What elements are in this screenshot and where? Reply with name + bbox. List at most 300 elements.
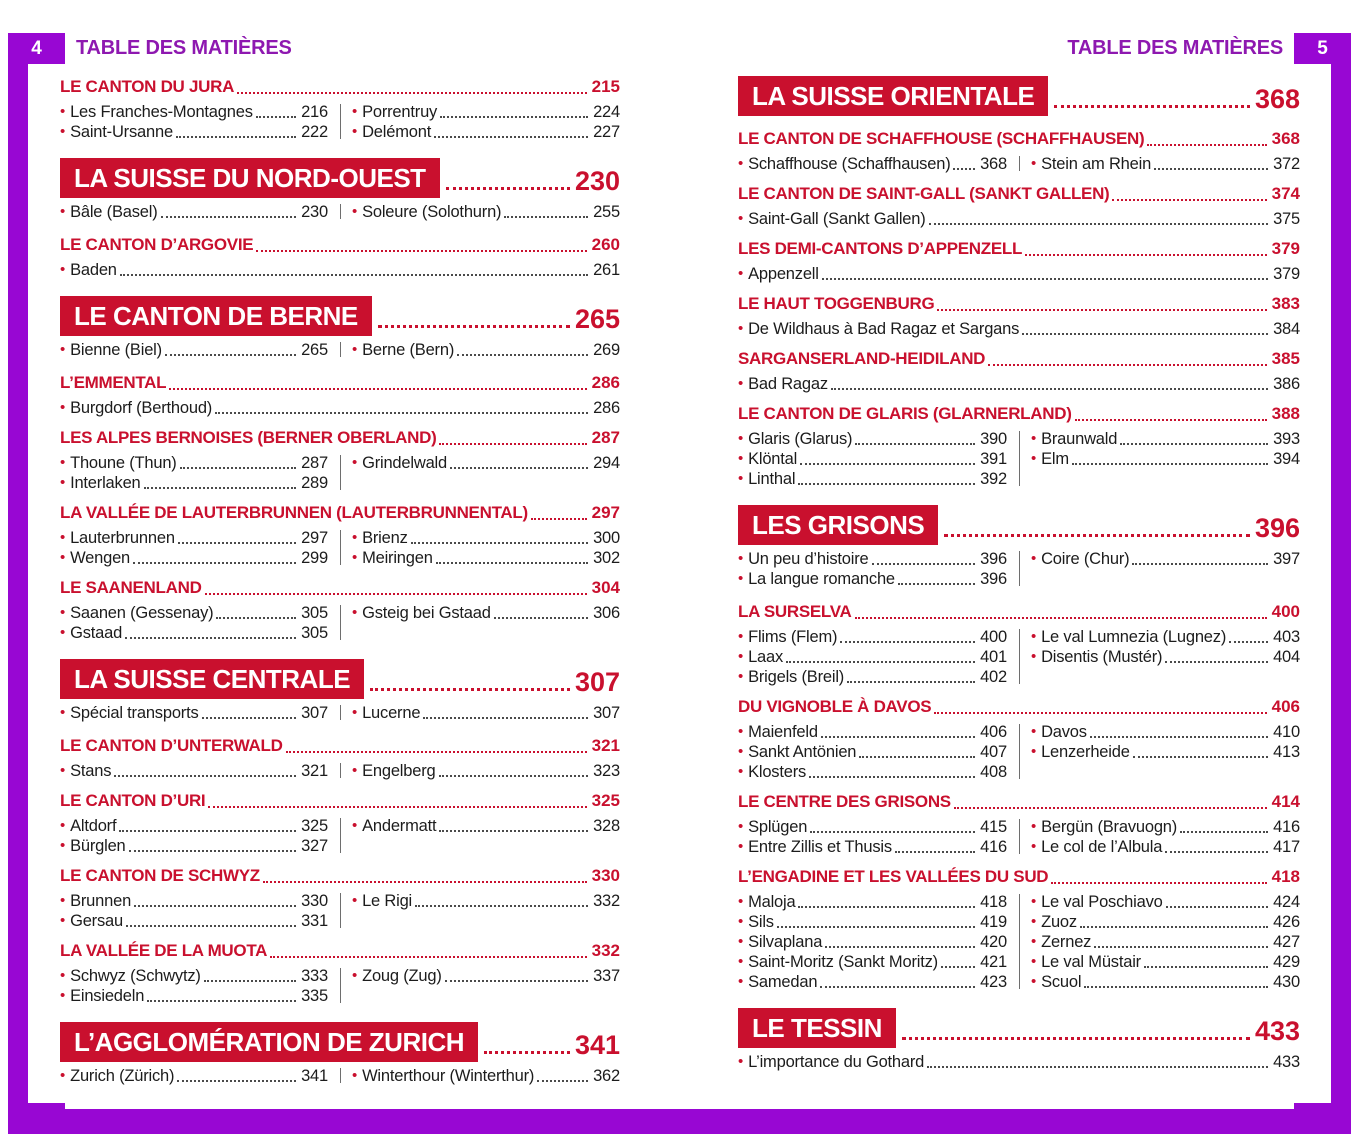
section-title: LE CANTON DU JURA [60,77,235,96]
entry-column [352,891,620,931]
entry-bullet-icon: • [1031,953,1037,970]
entry-title: Flims (Flem) [748,628,838,646]
section-page-number: 385 [1271,349,1300,368]
section-page-number: 418 [1271,867,1300,886]
dot-leader [929,223,1269,225]
section-header-row [60,502,620,524]
entry-column [60,703,328,723]
entry-title: Le val Lumnezia (Lugnez) [1041,628,1227,646]
section-entries [60,453,620,493]
section-entries [738,209,1300,229]
entry-column [60,891,328,931]
toc-section [60,76,620,142]
toc-entry [352,122,620,142]
toc-section [60,790,620,856]
dot-leader [176,136,296,138]
entry-page-number: 297 [301,529,328,547]
section-title: LE TESSIN [752,1012,882,1043]
toc-section [738,76,1300,116]
section-title: LE SAANENLAND [60,578,202,597]
entry-bullet-icon: • [60,203,66,220]
entry-title: Stein am Rhein [1041,155,1152,173]
entry-title: Braunwald [1041,430,1118,448]
section-title: LES ALPES BERNOISES (BERNER OBERLAND) [60,428,437,447]
section-header-row [738,601,1300,623]
entry-title: Le val Poschiavo [1041,893,1163,911]
section-header-row [738,293,1300,315]
dot-leader [237,92,587,94]
entry-page-number: 416 [980,838,1007,856]
entry-bullet-icon: • [1031,430,1037,447]
section-page-number: 230 [574,166,620,196]
toc-section [60,427,620,493]
entry-title: Klöntal [748,450,798,468]
toc-entry [60,398,620,418]
entry-bullet-icon: • [60,912,66,929]
entry-page-number: 400 [980,628,1007,646]
entry-column [60,453,328,493]
toc-section [60,735,620,781]
dot-leader [161,216,297,218]
entry-bullet-icon: • [738,265,744,282]
dot-leader [445,980,588,982]
entry-title: Bâle (Basel) [70,203,158,221]
toc-entry [1031,837,1300,857]
entry-bullet-icon: • [1031,723,1037,740]
section-title: LES DEMI-CANTONS D’APPENZELL [738,239,1023,258]
column-divider [340,204,341,219]
entry-bullet-icon: • [1031,933,1037,950]
toc-entry [352,528,620,548]
section-page-number: 287 [591,428,620,447]
left-page-toc [60,76,620,1098]
section-title: LE CANTON DE BERNE [74,300,358,331]
entry-title: Stans [70,762,112,780]
entry-title: Winterthour (Winterthur) [362,1067,535,1085]
entry-column [352,1066,620,1086]
section-header-row [738,348,1300,370]
toc-section [738,403,1300,489]
dot-leader [411,542,588,544]
dot-leader [439,830,588,832]
dot-leader [825,946,975,948]
section-header-row [60,372,620,394]
section-header-row [738,238,1300,260]
toc-entry [60,703,328,723]
entry-title: Thoune (Thun) [70,454,177,472]
entry-page-number: 255 [593,203,620,221]
entry-bullet-icon: • [60,624,66,641]
entry-column [1031,154,1300,174]
section-page-number: 414 [1271,792,1300,811]
entry-page-number: 403 [1273,628,1300,646]
dot-leader [840,641,975,643]
toc-section [60,158,620,222]
section-page-number: 286 [591,373,620,392]
toc-entry [60,1066,328,1086]
section-entries [60,528,620,568]
entry-title: Gsteig bei Gstaad [362,604,491,622]
dot-leader [126,925,296,927]
entry-title: Gersau [70,912,123,930]
entry-page-number: 415 [980,818,1007,836]
entry-column [1031,429,1300,489]
entry-title: De Wildhaus à Bad Ragaz et Sargans [748,320,1020,338]
dot-leader [944,534,1250,537]
entry-title: Berne (Bern) [362,341,455,359]
entry-title: Samedan [748,973,818,991]
section-page-number: 388 [1271,404,1300,423]
entry-column [738,817,1007,857]
toc-entry [60,202,328,222]
entry-bullet-icon: • [352,967,358,984]
entry-column [1031,817,1300,857]
entry-column [738,549,1007,589]
section-page-number: 341 [574,1030,620,1060]
entry-page-number: 321 [301,762,328,780]
entry-column [738,722,1007,782]
entry-title: Andermatt [362,817,437,835]
toc-entry [738,647,1007,667]
toc-entry [738,154,1007,174]
toc-entry [60,986,328,1006]
entry-title: Lauterbrunnen [70,529,175,547]
section-header-row [60,76,620,98]
entry-page-number: 337 [593,967,620,985]
entry-bullet-icon: • [352,529,358,546]
entry-bullet-icon: • [1031,628,1037,645]
column-divider [340,1068,341,1083]
dot-leader [941,966,975,968]
entry-bullet-icon: • [60,892,66,909]
entry-bullet-icon: • [738,550,744,567]
section-header-row [738,1008,1300,1048]
toc-entry [738,667,1007,687]
dot-leader [423,717,588,719]
entry-bullet-icon: • [1031,648,1037,665]
entry-bullet-icon: • [738,648,744,665]
entry-column [60,102,328,142]
section-entries [738,627,1300,687]
entry-bullet-icon: • [1031,743,1037,760]
entry-bullet-icon: • [60,987,66,1004]
section-header-row [60,158,620,198]
entry-bullet-icon: • [738,628,744,645]
entry-title: Einsiedeln [70,987,145,1005]
entry-page-number: 222 [301,123,328,141]
toc-section [738,238,1300,284]
entry-bullet-icon: • [60,704,66,721]
section-title: L’AGGLOMÉRATION DE ZURICH [74,1026,465,1057]
dot-leader [440,116,588,118]
entry-page-number: 391 [980,450,1007,468]
section-title: L’EMMENTAL [60,373,167,392]
column-divider [1019,894,1020,989]
section-page-number: 396 [1254,513,1300,543]
toc-section [738,866,1300,992]
entry-bullet-icon: • [352,549,358,566]
dot-leader [177,1080,296,1082]
section-entries [738,429,1300,489]
dot-leader [1022,333,1268,335]
entry-column [60,966,328,1006]
entry-page-number: 323 [593,762,620,780]
entry-title: Zurich (Zürich) [70,1067,175,1085]
right-page-number-badge [1294,33,1351,64]
entry-bullet-icon: • [352,892,358,909]
entry-bullet-icon: • [738,913,744,930]
toc-entry [60,122,328,142]
dot-leader [434,136,588,138]
column-divider [340,968,341,1003]
entry-page-number: 393 [1273,430,1300,448]
dot-leader [1120,443,1268,445]
dot-leader [147,1000,296,1002]
entry-title: Splügen [748,818,808,836]
dot-leader [820,986,975,988]
toc-entry [738,817,1007,837]
entry-bullet-icon: • [60,967,66,984]
entry-title: Davos [1041,723,1087,741]
section-entries [60,761,620,781]
entry-page-number: 384 [1273,320,1300,338]
entry-column [352,202,620,222]
entry-bullet-icon: • [738,450,744,467]
entry-bullet-icon: • [60,474,66,491]
column-divider [1019,724,1020,779]
section-title: LE CANTON DE SCHWYZ [60,866,260,885]
dot-leader [1229,641,1268,643]
entry-title: Coire (Chur) [1041,550,1130,568]
dot-leader [872,563,976,565]
entry-title: Lucerne [362,704,421,722]
entry-page-number: 394 [1273,450,1300,468]
section-title: LES GRISONS [752,509,925,540]
entry-column [60,340,328,360]
dot-leader [1025,254,1267,256]
entry-bullet-icon: • [60,123,66,140]
entry-title: Burgdorf (Berthoud) [70,399,213,417]
dot-leader [798,483,975,485]
entry-title: Brunnen [70,892,132,910]
entry-bullet-icon: • [738,668,744,685]
dot-leader [165,354,296,356]
section-entries [60,202,620,222]
entry-page-number: 379 [1273,265,1300,283]
entry-page-number: 423 [980,973,1007,991]
entry-page-number: 261 [593,261,620,279]
toc-entry [60,623,328,643]
toc-entry [1031,952,1300,972]
entry-title: Brigels (Breil) [748,668,845,686]
entry-page-number: 406 [980,723,1007,741]
entry-bullet-icon: • [738,838,744,855]
entry-page-number: 421 [980,953,1007,971]
entry-page-number: 328 [593,817,620,835]
dot-leader [1072,463,1268,465]
entry-title: Sankt Antönien [748,743,857,761]
toc-entry [1031,817,1300,837]
entry-bullet-icon: • [60,529,66,546]
section-entries [60,1066,620,1086]
entry-page-number: 294 [593,454,620,472]
entry-page-number: 300 [593,529,620,547]
toc-section [738,128,1300,174]
toc-entry [1031,549,1300,569]
entry-page-number: 401 [980,648,1007,666]
section-entries [738,154,1300,174]
section-page-number: 374 [1271,184,1300,203]
entry-page-number: 331 [301,912,328,930]
column-divider [340,104,341,139]
toc-entry [60,340,328,360]
entry-page-number: 427 [1273,933,1300,951]
toc-entry [738,742,1007,762]
toc-entry [1031,627,1300,647]
entry-bullet-icon: • [352,123,358,140]
section-title: L’ENGADINE ET LES VALLÉES DU SUD [738,867,1049,886]
entry-title: Un peu d’histoire [748,550,869,568]
entry-page-number: 325 [301,817,328,835]
section-title: LE HAUT TOGGENBURG [738,294,935,313]
toc-section [60,577,620,643]
column-divider [340,705,341,720]
dot-leader [1165,851,1268,853]
entry-title: Spécial transports [70,704,199,722]
entry-page-number: 227 [593,123,620,141]
entry-title: Altdorf [70,817,117,835]
entry-bullet-icon: • [738,933,744,950]
dot-leader [1133,756,1268,758]
entry-title: Engelberg [362,762,436,780]
dot-leader [256,250,586,252]
entry-bullet-icon: • [352,762,358,779]
toc-entry [738,892,1007,912]
entry-bullet-icon: • [738,818,744,835]
entry-title: Schwyz (Schwytz) [70,967,201,985]
dot-leader [286,751,587,753]
dot-leader [494,617,588,619]
entry-title: Maienfeld [748,723,818,741]
entry-column [352,528,620,568]
entry-page-number: 372 [1273,155,1300,173]
entry-bullet-icon: • [60,549,66,566]
dot-leader [822,278,1268,280]
dot-leader [988,364,1266,366]
section-entries [738,374,1300,394]
section-header-row [738,505,1300,545]
dot-leader [809,776,975,778]
dot-leader [134,905,296,907]
section-page-number: 321 [591,736,620,755]
entry-title: Silvaplana [748,933,823,951]
toc-entry [60,761,328,781]
toc-entry [1031,742,1300,762]
dot-leader [436,562,588,564]
section-entries [738,264,1300,284]
entry-page-number: 419 [980,913,1007,931]
section-title: LE CANTON DE SAINT-GALL (SANKT GALLEN) [738,184,1110,203]
section-banner [738,505,938,545]
toc-section [60,940,620,1006]
entry-page-number: 332 [593,892,620,910]
entry-column [352,603,620,643]
toc-entry [738,569,1007,589]
section-header-row [60,659,620,699]
toc-entry [352,453,620,473]
dot-leader [205,593,587,595]
entry-bullet-icon: • [738,430,744,447]
dot-leader [178,542,296,544]
section-header-row [60,790,620,812]
entry-title: Lenzerheide [1041,743,1130,761]
dot-leader [855,443,975,445]
dot-leader [847,681,975,683]
toc-entry [1031,972,1300,992]
dot-leader [859,756,975,758]
dot-leader [1094,946,1268,948]
dot-leader [902,1037,1250,1040]
entry-bullet-icon: • [738,723,744,740]
entry-bullet-icon: • [352,341,358,358]
toc-entry [738,762,1007,782]
section-page-number: 325 [591,791,620,810]
section-entries [738,319,1300,339]
dot-leader [215,412,588,414]
section-page-number: 297 [591,503,620,522]
section-page-number: 260 [591,235,620,254]
section-title: LE CANTON D’ARGOVIE [60,235,254,254]
toc-entry [1031,429,1300,449]
section-entries [60,966,620,1006]
section-page-number: 330 [591,866,620,885]
entry-column [352,703,620,723]
section-title: LA VALLÉE DE LA MUOTA [60,941,268,960]
dot-leader [953,168,975,170]
section-title: LA SUISSE DU NORD-OUEST [74,162,426,193]
entry-title: Schaffhouse (Schaffhausen) [748,155,951,173]
column-divider [340,455,341,490]
section-banner [60,659,364,699]
section-title: LE CANTON D’URI [60,791,206,810]
entry-title: Les Franches-Montagnes [70,103,253,121]
toc-section [60,234,620,280]
entry-title: Le Rigi [362,892,413,910]
entry-page-number: 230 [301,203,328,221]
toc-entry [1031,892,1300,912]
dot-leader [1090,736,1268,738]
entry-page-number: 390 [980,430,1007,448]
column-divider [340,342,341,357]
entry-title: Sils [748,913,774,931]
entry-page-number: 333 [301,967,328,985]
right-page-trim [1331,33,1351,1134]
entry-bullet-icon: • [60,454,66,471]
section-header-row [60,296,620,336]
section-banner [60,158,440,198]
entry-bullet-icon: • [352,103,358,120]
dot-leader [1132,563,1268,565]
entry-bullet-icon: • [738,320,744,337]
entry-title: Le val Müstair [1041,953,1141,971]
entry-column [60,761,328,781]
dot-leader [1084,986,1268,988]
toc-entry [352,966,620,986]
section-title: LE CANTON DE SCHAFFHOUSE (SCHAFFHAUSEN) [738,129,1145,148]
bottom-trim-bar [8,1109,1351,1134]
toc-entry [60,891,328,911]
dot-leader [446,187,570,190]
